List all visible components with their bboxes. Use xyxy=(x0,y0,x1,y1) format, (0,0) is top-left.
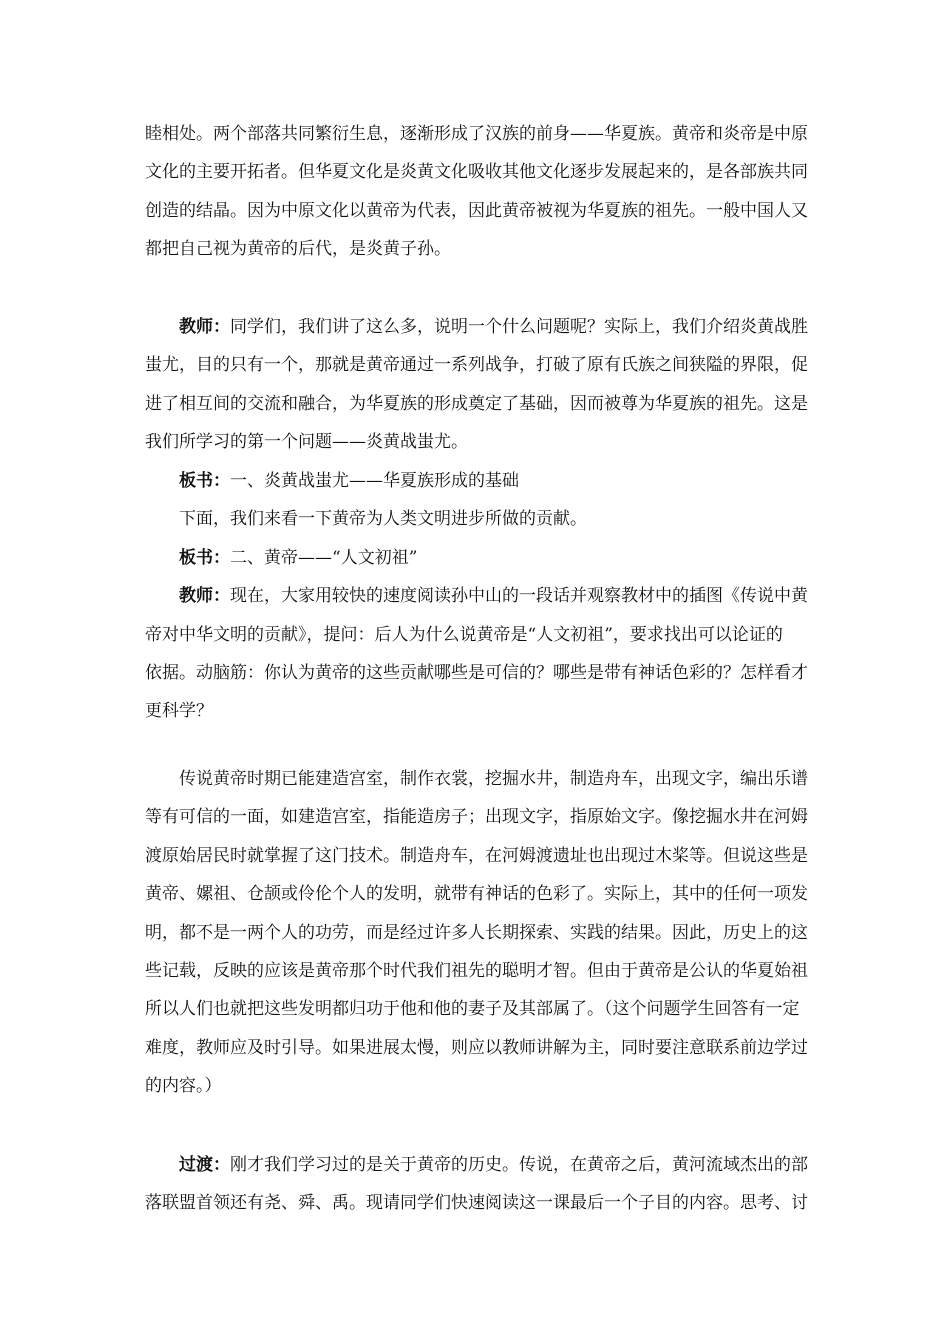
text-line xyxy=(145,1146,809,1184)
board-note-2 xyxy=(145,539,809,577)
text-line: 渡原始居民时就掌握了这门技术。制造舟车，在河姆渡遗址也出现过木桨等。但说这些是 xyxy=(145,845,808,866)
board-label: 板书： xyxy=(179,547,230,568)
text-line: 进了相互间的交流和融合，为华夏族的形成奠定了基础，因而被尊为华夏族的祖先。这是 xyxy=(145,393,808,414)
speaker-label: 教师： xyxy=(179,317,230,337)
paragraph-teacher-summary xyxy=(145,308,809,462)
text-line: 等有可信的一面，如建造宫室，指能造房子；出现文字，指原始文字。像挖掘水井在河姆 xyxy=(145,807,808,828)
text-line: 我们所学习的第一个问题——炎黄战蚩尤。 xyxy=(145,432,468,453)
text-line: 蚩尤，目的只有一个，那就是黄帝通过一系列战争，打破了原有氏族之间狭隘的界限，促 xyxy=(145,355,808,376)
text-line: 明，都不是一两个人的功劳，而是经过许多人长期探索、实践的结果。因此，历史上的这 xyxy=(145,922,808,943)
text-line: 传说黄帝时期已能建造宫室，制作衣裳，挖掘水井，制造舟车，出现文字，编出乐谱 xyxy=(179,769,808,789)
text-line: 难度，教师应及时引导。如果进展太慢，则应以教师讲解为主，同时要注意联系前边学过 xyxy=(145,1037,808,1058)
text-line: 些记载，反映的应该是黄帝那个时代我们祖先的聪明才智。但由于黄帝是公认的华夏始祖 xyxy=(145,961,808,982)
text-line: 更科学？ xyxy=(145,701,213,722)
text-run: 一、炎黄战蚩尤——华夏族形成的基础 xyxy=(230,471,519,491)
text-run: 刚才我们学习过的是关于黄帝的历史。传说，在黄帝之后，黄河流域杰出的部 xyxy=(230,1155,808,1175)
text-line: 睦相处。两个部落共同繁衍生息，逐渐形成了汉族的前身——华夏族。黄帝和炎帝是中原 xyxy=(145,124,808,144)
paragraph-transition xyxy=(145,1146,809,1223)
text-line: 下面，我们来看一下黄帝为人类文明进步所做的贡献。 xyxy=(179,509,587,530)
text-line: 的内容。） xyxy=(145,1076,222,1097)
text-line xyxy=(145,308,809,346)
text-line: 帝对中华文明的贡献》，提问：后人为什么说黄帝是“人文初祖”，要求找出可以论证的 xyxy=(145,624,783,645)
text-line: 落联盟首领还有尧、舜、禹。现请同学们快速阅读这一课最后一个子目的内容。思考、讨 xyxy=(145,1193,808,1214)
paragraph-inventions xyxy=(145,760,809,1106)
text-run: 同学们，我们讲了这么多，说明一个什么问题呢？实际上，我们介绍炎黄战胜 xyxy=(230,317,808,337)
text-line: 文化的主要开拓者。但华夏文化是炎黄文化吸收其他文化逐步发展起来的，是各部族共同 xyxy=(145,162,808,183)
text-line: 所以人们也就把这些发明都归功于他和他的妻子及其部属了。（这个问题学生回答有一定 xyxy=(145,999,800,1020)
text-run: 二、黄帝——“人文初祖” xyxy=(230,547,418,568)
board-label: 板书： xyxy=(179,471,230,491)
text-line xyxy=(145,577,809,615)
paragraph-huaxia-origin xyxy=(145,115,809,269)
text-run: 现在，大家用较快的速度阅读孙中山的一段话并观察教材中的插图《传说中黄 xyxy=(230,586,808,607)
speaker-label: 教师： xyxy=(179,586,230,607)
text-line: 依据。动脑筋：你认为黄帝的这些贡献哪些是可信的？哪些是带有神话色彩的？怎样看才 xyxy=(145,663,808,684)
transition-label: 过渡： xyxy=(179,1155,230,1175)
text-line: 都把自己视为黄帝的后代，是炎黄子孙。 xyxy=(145,239,451,260)
text-line: 创造的结晶。因为中原文化以黄帝为代表，因此黄帝被视为华夏族的祖先。一般中国人又 xyxy=(145,200,808,221)
paragraph-board-and-teacher xyxy=(145,462,809,731)
text-line: 黄帝、嫘祖、仓颉或伶伦个人的发明，就带有神话的色彩了。实际上，其中的任何一项发 xyxy=(145,884,808,905)
board-note-1 xyxy=(145,462,809,500)
